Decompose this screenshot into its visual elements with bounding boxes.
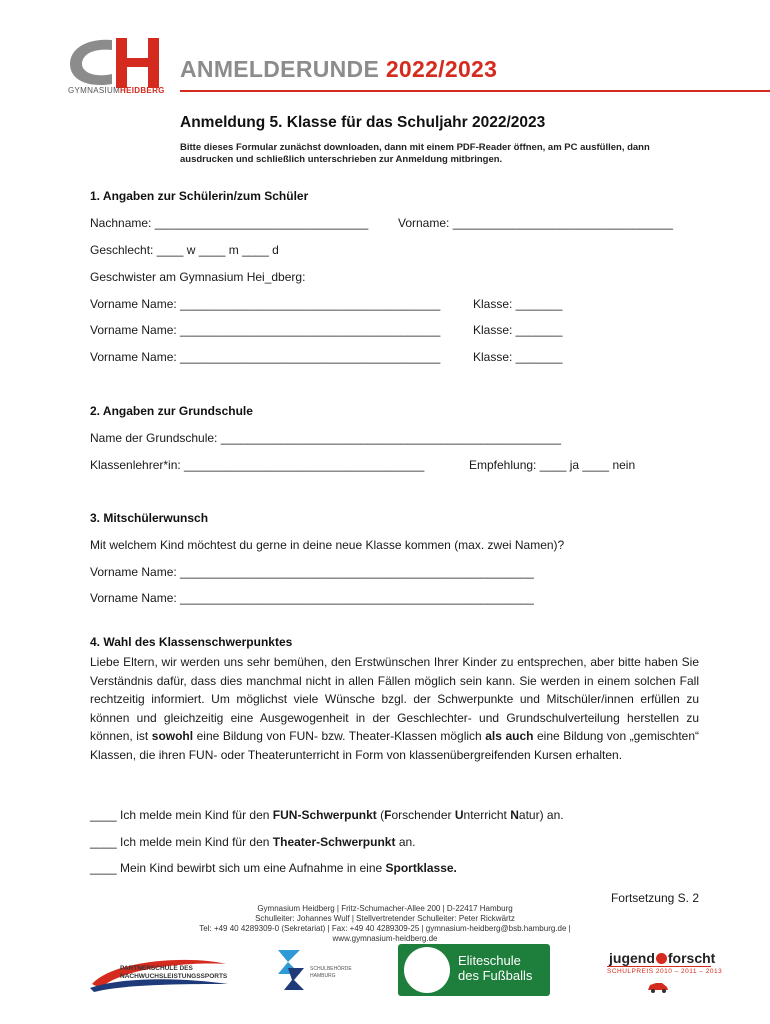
section-3-title: 3. Mitschülerwunsch [90, 511, 209, 525]
sibling-class-field-3[interactable]: Klasse: _______ [473, 350, 563, 364]
page-title: ANMELDERUNDE 2022/2023 [180, 56, 498, 82]
geschlecht-field[interactable]: Geschlecht: ____ w ____ m ____ d [90, 243, 279, 257]
eliteschule-text: Eliteschule des Fußballs [458, 953, 533, 983]
section-1-title: 1. Angaben zur Schülerin/zum Schüler [90, 189, 309, 203]
title-divider [180, 90, 770, 92]
mitschueler-field-2[interactable]: Vorname Name: _____________________________________________________ [90, 591, 534, 605]
logo-wordmark: GYMNASIUMHEIDBERG [68, 86, 165, 95]
sibling-class-field-1[interactable]: Klasse: _______ [473, 297, 563, 311]
choice-theater-schwerpunkt[interactable]: ____ Ich melde mein Kind für den Theater-Schwerpunkt an. [90, 835, 416, 849]
instructions-text: Bitte dieses Formular zunächst downloaden, dann mit einem PDF-Reader öffnen, am PC ausfüllen, dann ausdrucken und schließlich unterschrieben zur Anmeldung mitbringen. [180, 142, 650, 165]
schwerpunkt-explanation: Liebe Eltern, wir werden uns sehr bemühen, den Erstwünschen Ihrer Kinder zu entsprechen, aber bitte haben Sie Verständnis dafür, dass dies manchmal nicht in allen Fällen möglich sein kann. Sie werden in einem solchen Fall rechtzeitig informiert. Um möglichst viele Wünsche bzgl. der Schwerpunkte und Mitschüler/innen erfüllen zu können und gleichzeitig eine Ausgewogenheit in der Geschlechter- und Grundschulverteilung herstellen zu können, ist sowohl eine Bildung von FUN- bzw. Theater-Klassen möglich als auch eine Bildung von „gemischten“ Klassen, die ihren FUN- oder Theaterunterricht in Form von klassenübergreifenden Kursen erhalten. [90, 655, 699, 762]
dfb-emblem-icon [404, 947, 450, 993]
sibling-name-field-1[interactable]: Vorname Name: _______________________________________ [90, 297, 441, 311]
empfehlung-field[interactable]: Empfehlung: ____ ja ____ nein [469, 458, 636, 472]
jugend-forscht-dot-icon [656, 953, 667, 964]
form-subtitle: Anmeldung 5. Klasse für das Schuljahr 2022/2023 [180, 114, 546, 131]
sibling-name-field-2[interactable]: Vorname Name: _______________________________________ [90, 323, 441, 337]
jugend-forscht-subline: SCHULPREIS 2010 – 2011 – 2013 [607, 968, 723, 975]
partnerschule-text: PARTNERSCHULE DES NACHWUCHSLEISTUNGSSPORTS [120, 965, 228, 980]
continued-note: Fortsetzung S. 2 [610, 891, 699, 905]
sibling-class-field-2[interactable]: Klasse: _______ [473, 323, 563, 337]
grundschule-field[interactable]: Name der Grundschule: ___________________________________________________ [90, 431, 562, 445]
nachname-field[interactable]: Nachname: ________________________________ [90, 216, 369, 230]
klassenlehrer-field[interactable]: Klassenlehrer*in: ____________________________________ [90, 458, 425, 472]
sibling-name-field-3[interactable]: Vorname Name: _______________________________________ [90, 350, 441, 364]
footer-address: Gymnasium Heidberg | Fritz-Schumacher-Allee 200 | D-22417 Hamburg [257, 904, 513, 913]
section-4-title: 4. Wahl des Klassenschwerpunktes [90, 635, 293, 649]
choice-fun-schwerpunkt[interactable]: ____ Ich melde mein Kind für den FUN-Schwerpunkt (Forschender Unterricht Natur) an. [90, 808, 564, 822]
schulbehoerde-text: SCHULBEHÖRDE HAMBURG [310, 966, 352, 979]
footer-website: www.gymnasium-heidberg.de [332, 934, 438, 943]
award-car-icon [646, 980, 670, 994]
vorname-field[interactable]: Vorname: _________________________________ [398, 216, 673, 230]
jugend-forscht-rule [607, 966, 711, 967]
footer-leadership: Schulleiter: Johannes Wulf | Stellvertretender Schulleiter: Peter Rickwärtz [255, 914, 515, 923]
choice-sportklasse[interactable]: ____ Mein Kind bewirbt sich um eine Aufnahme in eine Sportklasse. [90, 861, 457, 875]
mitschueler-question: Mit welchem Kind möchtest du gerne in deine neue Klasse kommen (max. zwei Namen)? [90, 538, 565, 552]
section-2-title: 2. Angaben zur Grundschule [90, 404, 253, 418]
footer-contact: Tel: +49 40 4289309-0 (Sekretariat) | Fax: +49 40 4289309-25 | gymnasium-heidberg@bsb.hamburg.de | [199, 924, 571, 933]
jugend-forscht-logo: jugend forscht [609, 950, 716, 966]
mitschueler-field-1[interactable]: Vorname Name: _____________________________________________________ [90, 565, 534, 579]
geschwister-label: Geschwister am Gymnasium Hei_dberg: [90, 270, 306, 284]
